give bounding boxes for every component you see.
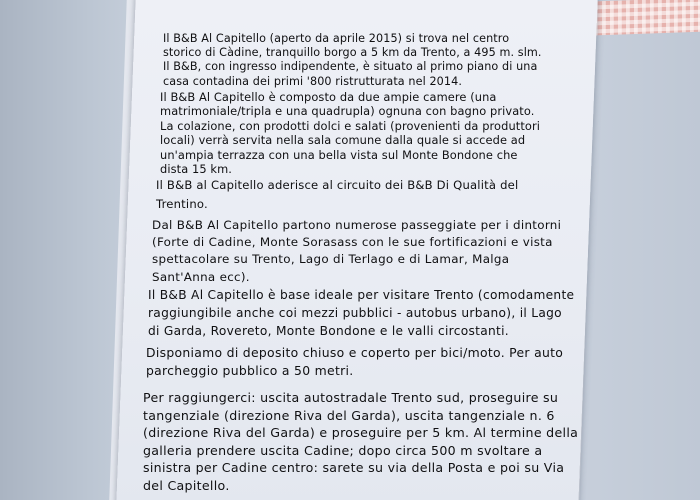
text-line: Il B&B al Capitello aderisce al circuito dei B&B Di Qualità del <box>156 178 519 192</box>
text-line: raggiungibile anche coi mezzi pubblici - autobus urbano), il Lago <box>148 305 562 320</box>
text-line: matrimoniale/tripla e una quadrupla) ognuna con bagno privato. <box>160 104 535 119</box>
text-line: La colazione, con prodotti dolci e salati (provenienti da produttori <box>160 118 541 133</box>
text-line: parcheggio pubblico a 50 metri. <box>146 363 354 379</box>
text-line: locali) verrà servita nella sala comune dalla quale si accede ad <box>160 133 526 148</box>
text-line: Il B&B, con ingresso indipendente, è situato al primo piano di una <box>163 60 538 74</box>
text-line: Dal B&B Al Capitello partono numerose passeggiate per i dintorni <box>152 218 562 232</box>
paragraph-base-ideal <box>148 287 574 340</box>
text-line: Per raggiungerci: uscita autostradale Trento sud, proseguire su <box>143 390 559 405</box>
text-line: tangenziale (direzione Riva del Garda), uscita tangenziale n. 6 <box>143 407 555 423</box>
paragraph-walks <box>152 217 561 286</box>
text-line: Trentino. <box>156 196 208 211</box>
text-line: un'ampia terrazza con una bella vista sul Monte Bondone che <box>160 147 518 162</box>
text-line: Il B&B Al Capitello è composto da due ampie camere (una <box>160 90 497 104</box>
text-line: casa contadina dei primi '800 ristrutturata nel 2014. <box>163 74 462 88</box>
text-line: (Forte di Cadine, Monte Sorasass con le sue fortificazioni e vista <box>152 235 553 250</box>
text-line: dista 15 km. <box>160 162 233 177</box>
paragraph-location <box>163 32 542 89</box>
text-line: (direzione Riva del Garda) e proseguire per 5 km. Al termine della <box>143 425 579 441</box>
paragraph-parking <box>146 344 563 380</box>
text-line: galleria prendere uscita Cadine; dopo circa 500 m svoltare a <box>143 442 543 458</box>
paragraph-rooms <box>160 90 540 176</box>
text-line: del Capitello. <box>143 477 230 493</box>
text-line: Sant'Anna ecc). <box>152 269 250 284</box>
text-line: spettacolare su Trento, Lago di Terlago e di Lamar, Malga <box>152 252 510 267</box>
text-line: di Garda, Rovereto, Monte Bondone e le valli circostanti. <box>148 323 509 338</box>
text-line: storico di Càdine, tranquillo borgo a 5 km da Trento, a 495 m. slm. <box>163 46 542 60</box>
paragraph-directions <box>143 389 578 495</box>
text-line: Il B&B Al Capitello (aperto da aprile 2015) si trova nel centro <box>163 32 510 45</box>
text-line: Il B&B Al Capitello è base ideale per visitare Trento (comodamente <box>148 288 575 302</box>
text-line: Disponiamo di deposito chiuso e coperto per bici/moto. Per auto <box>146 345 564 360</box>
text-line: sinistra per Cadine centro: sarete su via della Posta e poi su Via <box>143 460 565 476</box>
paragraph-quality-circuit <box>156 176 518 213</box>
